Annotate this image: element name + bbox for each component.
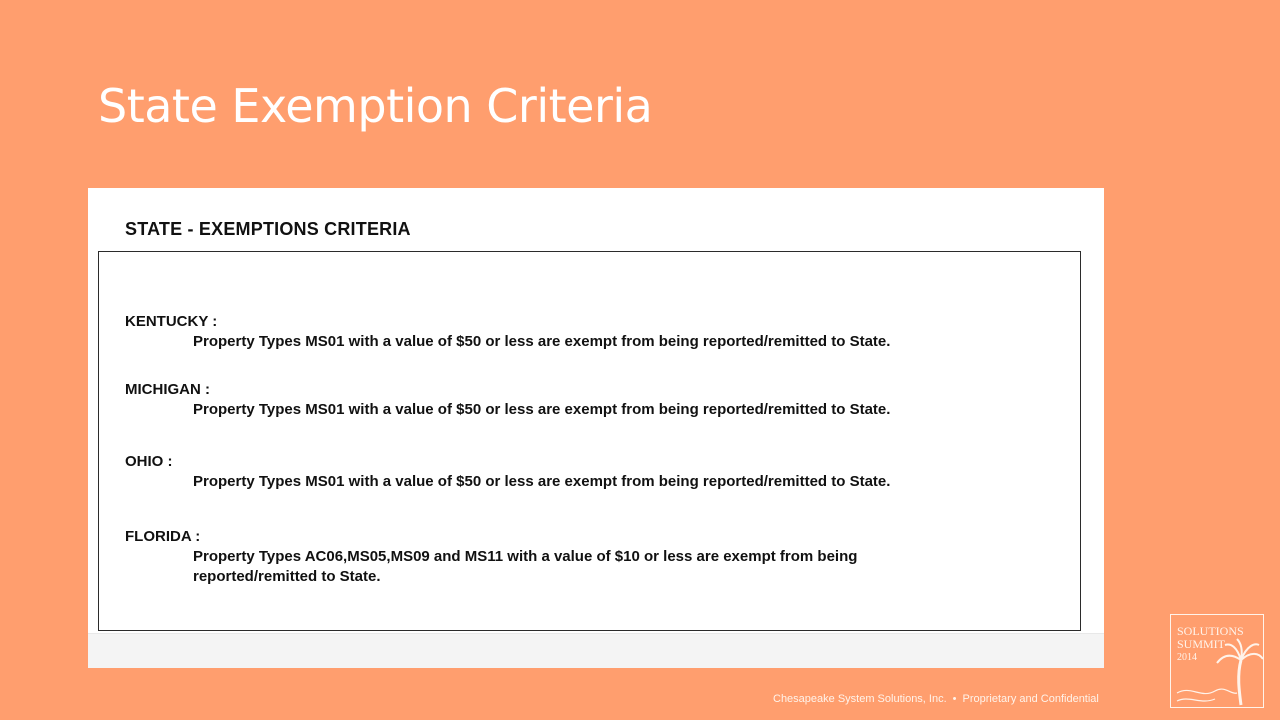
state-rule: Property Types MS01 with a value of $50 or less are exempt from being reported/remitted to State. [193, 473, 891, 490]
state-name: MICHIGAN : [125, 381, 210, 398]
criteria-box [98, 251, 1081, 631]
state-rule: Property Types AC06,MS05,MS09 and MS11 with a value of $10 or less are exempt from being reported/remitted to State. [193, 548, 858, 585]
state-block-kentucky [125, 312, 953, 352]
state-rule: Property Types MS01 with a value of $50 or less are exempt from being reported/remitted to State. [193, 401, 891, 418]
logo-line1: SOLUTIONS [1177, 624, 1244, 638]
slide-title: State Exemption Criteria [98, 79, 653, 133]
document-screenshot [88, 188, 1104, 668]
state-rule: Property Types MS01 with a value of $50 or less are exempt from being reported/remitted to State. [193, 333, 891, 350]
state-name: OHIO : [125, 453, 173, 470]
document-heading: STATE - EXEMPTIONS CRITERIA [125, 219, 411, 239]
state-block-ohio [125, 452, 953, 492]
palm-tree-icon [1171, 615, 1265, 709]
footer [773, 693, 1099, 705]
footer-separator: • [952, 693, 957, 705]
state-block-florida [125, 527, 913, 587]
state-name: KENTUCKY : [125, 313, 218, 330]
state-name: FLORIDA : [125, 528, 201, 545]
footer-company: Chesapeake System Solutions, Inc. [773, 693, 947, 705]
state-block-michigan [125, 380, 953, 420]
footer-note: Proprietary and Confidential [962, 693, 1099, 705]
logo-line2: SUMMIT [1177, 637, 1226, 651]
logo-year: 2014 [1177, 652, 1197, 663]
screenshot-bottom-strip [88, 633, 1104, 668]
solutions-summit-logo [1170, 614, 1264, 708]
